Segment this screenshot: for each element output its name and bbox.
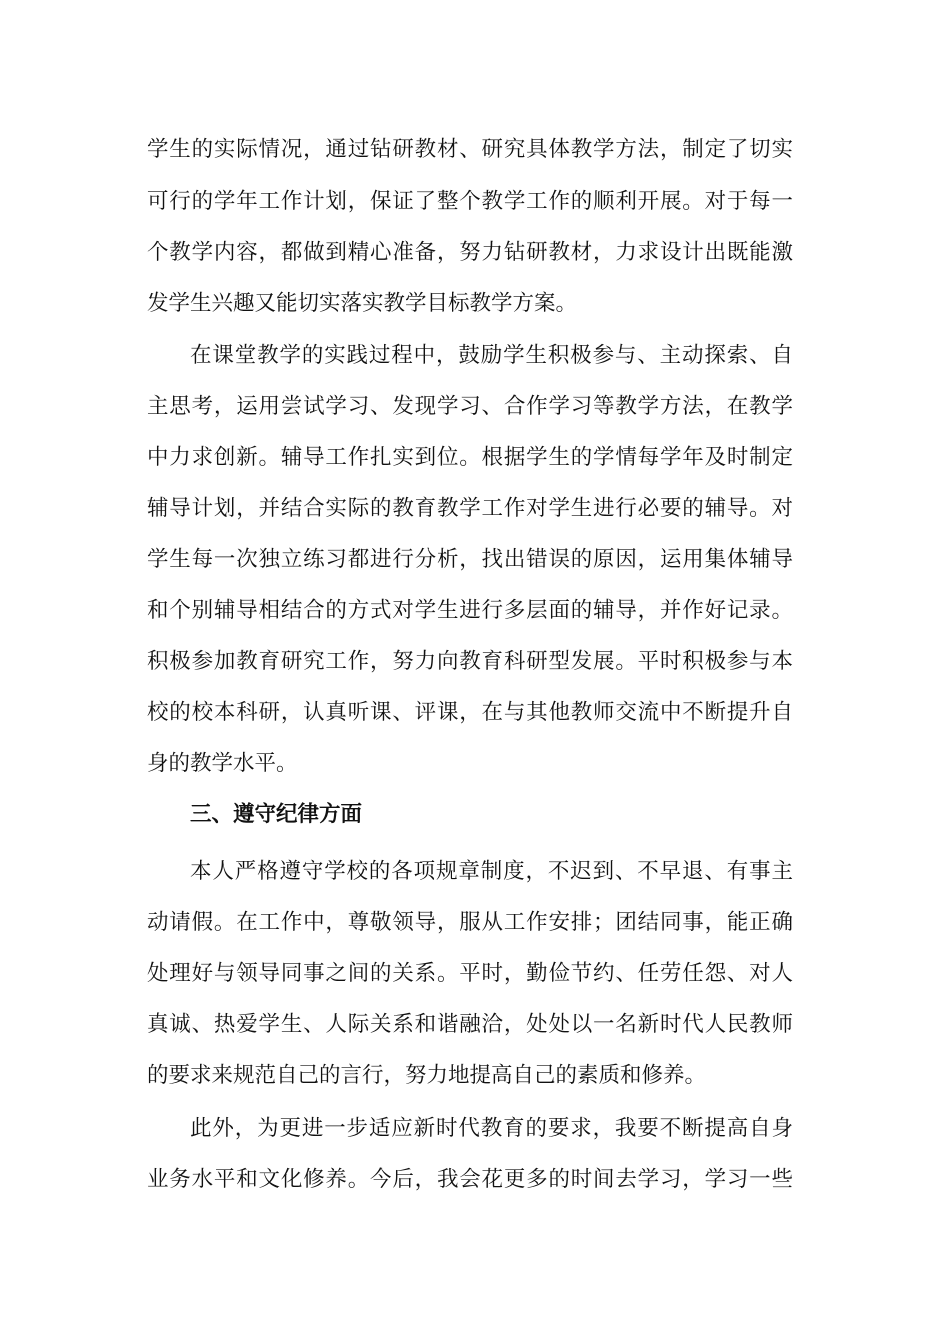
paragraph-2-line-9: 身的教学水平。 [147,751,298,776]
paragraph-2-line-5: 学生每一次独立练习都进行分析，找出错误的原因，运用集体辅导 [147,547,793,572]
paragraph-2-line-7: 积极参加教育研究工作，努力向教育科研型发展。平时积极参与本 [147,649,793,674]
paragraph-3-line-5: 的要求来规范自己的言行，努力地提高自己的素质和修养。 [147,1063,707,1088]
paragraph-2-line-2: 主思考，运用尝试学习、发现学习、合作学习等教学方法，在教学 [147,394,793,419]
paragraph-1-line-1: 学生的实际情况，通过钻研教材、研究具体教学方法，制定了切实 [147,137,793,162]
paragraph-3-line-3: 处理好与领导同事之间的关系。平时，勤俭节约、任劳任怨、对人 [147,961,793,986]
paragraph-3-line-1: 本人严格遵守学校的各项规章制度，不迟到、不早退、有事主 [190,859,793,884]
paragraph-4-line-1: 此外，为更进一步适应新时代教育的要求，我要不断提高自身 [190,1116,793,1141]
paragraph-1-line-2: 可行的学年工作计划，保证了整个教学工作的顺利开展。对于每一 [147,189,793,214]
paragraph-2-line-3: 中力求创新。辅导工作扎实到位。根据学生的学情每学年及时制定 [147,445,793,470]
section-heading: 三、遵守纪律方面 [190,802,363,827]
paragraph-3-line-4: 真诚、热爱学生、人际关系和谐融洽，处处以一名新时代人民教师 [147,1012,793,1037]
paragraph-3-line-2: 动请假。在工作中，尊敬领导，服从工作安排；团结同事，能正确 [147,910,793,935]
paragraph-2-line-8: 校的校本科研，认真听课、评课，在与其他教师交流中不断提升自 [147,700,793,725]
paragraph-1-line-3: 个教学内容，都做到精心准备，努力钻研教材，力求设计出既能激 [147,240,793,265]
paragraph-1-line-4: 发学生兴趣又能切实落实教学目标教学方案。 [147,291,578,316]
paragraph-4-line-2: 业务水平和文化修养。今后，我会花更多的时间去学习，学习一些 [147,1167,793,1192]
paragraph-2-line-1: 在课堂教学的实践过程中，鼓励学生积极参与、主动探索、自 [190,343,793,368]
paragraph-2-line-4: 辅导计划，并结合实际的教育教学工作对学生进行必要的辅导。对 [147,496,793,521]
paragraph-2-line-6: 和个别辅导相结合的方式对学生进行多层面的辅导，并作好记录。 [147,598,793,623]
